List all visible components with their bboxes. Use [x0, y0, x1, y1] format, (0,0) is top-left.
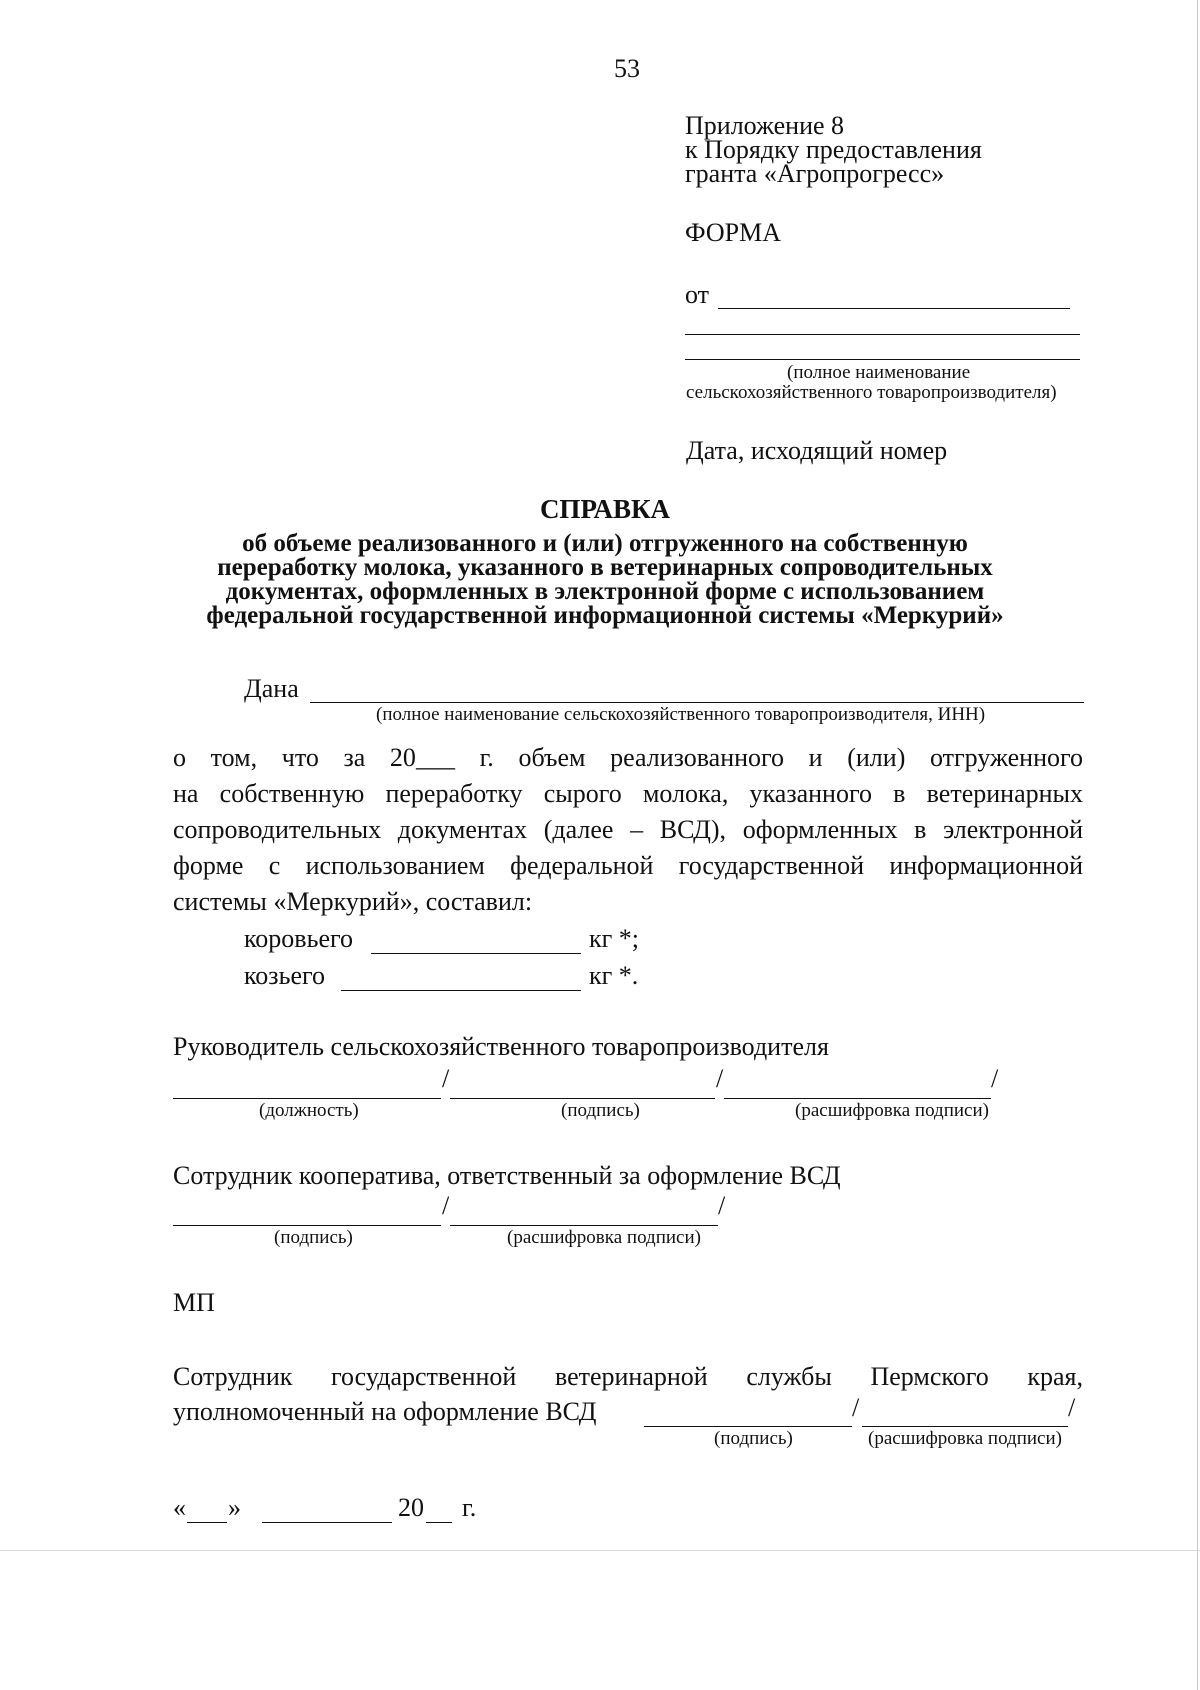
given-caption: (полное наименование сельскохозяйственного товаропроизводителя, ИНН): [376, 704, 986, 725]
document-subject: [150, 532, 1060, 628]
date-year-line[interactable]: [426, 1522, 452, 1523]
head-slash-3: /: [991, 1064, 999, 1093]
date-number-label: Дата, исходящий номер: [686, 436, 948, 465]
coop-signature-line[interactable]: [173, 1225, 441, 1226]
date-month-line[interactable]: [262, 1522, 392, 1523]
goat-amount-line[interactable]: [341, 990, 581, 991]
date-close-quote: »: [228, 1493, 241, 1522]
head-decoding-line[interactable]: [724, 1098, 991, 1099]
cow-amount-line[interactable]: [371, 953, 581, 954]
subject-line-3: документах, оформленных в электронной форме с использованием: [225, 578, 985, 605]
producer-caption-2: сельскохозяйственного товаропроизводителя): [686, 382, 1057, 403]
vet-decoding-line[interactable]: [862, 1426, 1068, 1427]
head-slash-1: /: [442, 1064, 450, 1093]
given-label: Дана: [244, 674, 299, 703]
vet-decoding-caption: (расшифровка подписи): [868, 1428, 1062, 1449]
goat-unit: кг *.: [589, 961, 639, 990]
date-open-quote: «: [173, 1493, 186, 1522]
appendix-block: [685, 111, 982, 188]
vet-line-1: Сотрудник государственной ветеринарной службы Пермского края,: [173, 1362, 1083, 1391]
body-paragraph: [173, 740, 1083, 920]
vet-slash-2: /: [1068, 1393, 1076, 1422]
body-line-4: форме с использованием федеральной государственной информационной: [173, 851, 1083, 880]
body-line-2: на собственную переработку сырого молока, указанного в ветеринарных: [173, 779, 1083, 808]
subject-line-1: об объеме реализованного и (или) отгруженного на собственную: [242, 530, 968, 557]
producer-caption-1: (полное наименование: [787, 362, 971, 383]
appendix-line-3: гранта «Агропрогресс»: [685, 159, 945, 188]
body-line-1: о том, что за 20___ г. объем реализованного и (или) отгруженного: [173, 743, 1083, 772]
head-label: Руководитель сельскохозяйственного товаропроизводителя: [173, 1032, 829, 1061]
head-decoding-caption: (расшифровка подписи): [795, 1100, 989, 1121]
vet-signature-line[interactable]: [644, 1426, 852, 1427]
vet-line-2: уполномоченный на оформление ВСД: [173, 1397, 597, 1426]
date-year-prefix: 20: [398, 1493, 424, 1522]
from-field-line-1[interactable]: [718, 308, 1070, 309]
body-line-3: сопроводительных документах (далее – ВСД), оформленных в электронной: [173, 815, 1083, 844]
date-year-suffix: г.: [462, 1493, 477, 1522]
stamp-place: МП: [173, 1288, 215, 1317]
goat-label: козьего: [244, 961, 325, 990]
date-day-line[interactable]: [187, 1522, 227, 1523]
from-label: от: [685, 280, 710, 309]
cow-label: коровьего: [244, 924, 354, 953]
coop-decoding-line[interactable]: [450, 1225, 718, 1226]
coop-decoding-caption: (расшифровка подписи): [507, 1227, 701, 1248]
head-signature-line[interactable]: [450, 1098, 715, 1099]
vet-slash-1: /: [852, 1393, 860, 1422]
from-field-line-2[interactable]: [685, 334, 1080, 335]
given-field-line[interactable]: [310, 702, 1084, 703]
head-position-caption: (должность): [259, 1100, 359, 1121]
appendix-line-1: Приложение 8: [685, 111, 845, 140]
subject-line-2: переработку молока, указанного в ветеринарных сопроводительных: [217, 554, 993, 581]
vet-signature-caption: (подпись): [714, 1428, 793, 1449]
head-slash-2: /: [716, 1064, 724, 1093]
cow-unit: кг *;: [589, 924, 640, 953]
from-field-line-3[interactable]: [685, 359, 1080, 360]
appendix-line-2: к Порядку предоставления: [685, 135, 982, 164]
body-line-5: системы «Меркурий», составил:: [173, 887, 533, 916]
year-blank[interactable]: ___: [415, 743, 455, 772]
document-title: СПРАВКА: [539, 494, 671, 524]
page-number: 53: [614, 54, 640, 83]
coop-slash-2: /: [718, 1191, 726, 1220]
subject-line-4: федеральной государственной информационной системы «Меркурий»: [206, 602, 1004, 629]
head-signature-caption: (подпись): [561, 1100, 640, 1121]
form-label: ФОРМА: [685, 218, 781, 247]
page-edge-right: [1197, 0, 1198, 1690]
page-edge-bottom: [0, 1550, 1200, 1551]
coop-slash-1: /: [442, 1191, 450, 1220]
coop-signature-caption: (подпись): [274, 1227, 353, 1248]
head-position-line[interactable]: [173, 1098, 441, 1099]
coop-label: Сотрудник кооператива, ответственный за оформление ВСД: [173, 1161, 841, 1190]
